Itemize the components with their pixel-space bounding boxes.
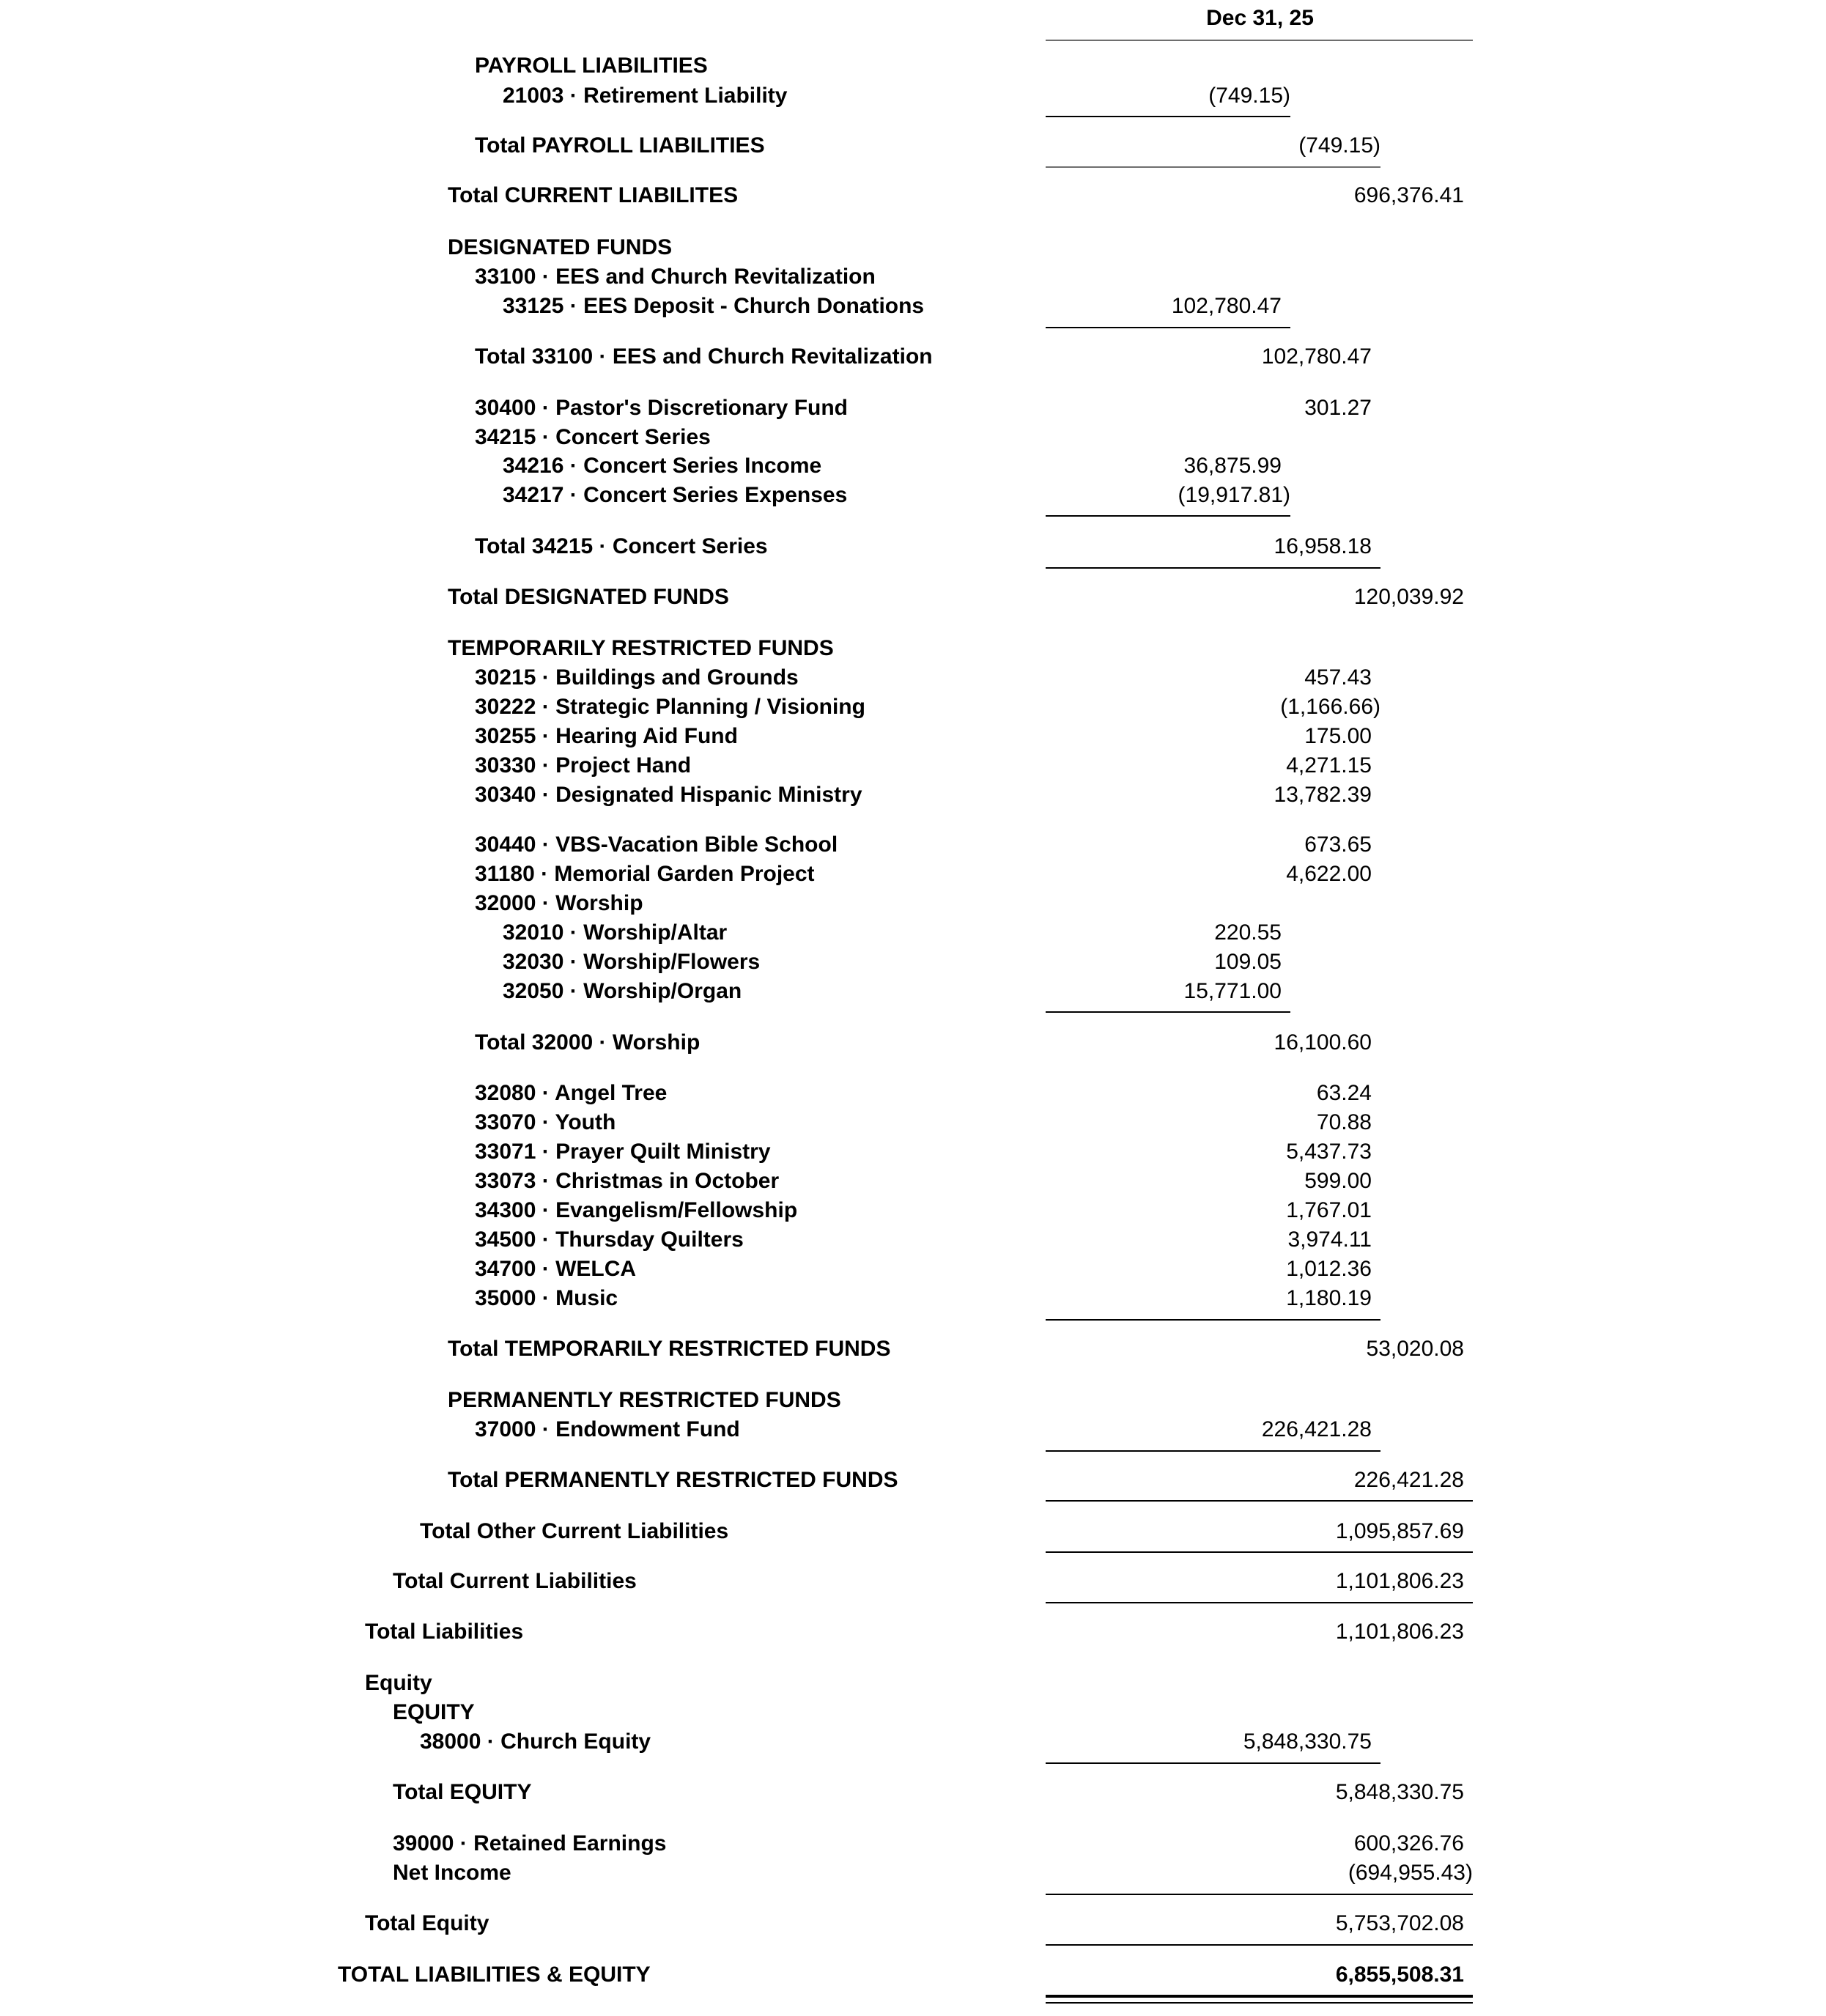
report-row [0, 85, 1826, 107]
report-row [0, 1469, 1826, 1491]
row-label: 34216 · Concert Series Income [503, 454, 822, 478]
row-label: Total Other Current Liabilities [420, 1519, 729, 1543]
row-label: Total TEMPORARILY RESTRICTED FUNDS [448, 1337, 891, 1361]
row-label: 32050 · Worship/Organ [503, 979, 742, 1003]
report-section-header [0, 237, 1826, 259]
row-amount: 5,848,330.75 [1335, 1780, 1464, 1804]
row-label: Total CURRENT LIABILITES [448, 183, 739, 207]
row-amount: 220.55 [1214, 920, 1282, 945]
report-section-header [0, 1672, 1826, 1694]
report-section-header [0, 55, 1826, 77]
column-header-date: Dec 31, 25 [1206, 6, 1314, 30]
report-row [0, 1913, 1826, 1935]
row-amount: 1,012.36 [1286, 1257, 1372, 1281]
row-amount: 1,101,806.23 [1335, 1569, 1464, 1593]
report-row [0, 1170, 1826, 1192]
report-row [0, 951, 1826, 973]
row-amount: 120,039.92 [1353, 585, 1464, 609]
row-amount: 6,855,508.31 [1335, 1963, 1464, 1987]
report-row [0, 1229, 1826, 1251]
report-section-header [0, 266, 1826, 288]
row-label: 31180 · Memorial Garden Project [475, 862, 815, 886]
row-amount: (19,917.81) [1178, 483, 1290, 507]
row-amount: 5,753,702.08 [1335, 1911, 1464, 1935]
report-row [0, 1082, 1826, 1104]
row-amount: 5,848,330.75 [1243, 1729, 1372, 1754]
row-amount: (749.15) [1208, 84, 1290, 108]
subtotal-rule [1046, 1944, 1473, 1946]
row-label: DESIGNATED FUNDS [448, 235, 673, 259]
report-row [0, 834, 1826, 856]
subtotal-rule [1046, 1500, 1473, 1502]
row-label: Total PAYROLL LIABILITIES [475, 133, 765, 158]
row-amount: 102,780.47 [1261, 344, 1372, 369]
report-row [0, 1964, 1826, 1986]
row-label: Total EQUITY [393, 1780, 532, 1804]
row-label: 34500 · Thursday Quilters [475, 1227, 744, 1252]
report-row [0, 1781, 1826, 1803]
row-amount: (749.15) [1298, 133, 1380, 158]
row-amount: 16,100.60 [1274, 1030, 1372, 1055]
row-amount: 673.65 [1304, 832, 1372, 857]
row-label: 37000 · Endowment Fund [475, 1417, 740, 1441]
subtotal-rule [1046, 2002, 1473, 2004]
row-label: 34700 · WELCA [475, 1257, 637, 1281]
row-amount: 15,771.00 [1183, 979, 1282, 1003]
report-row [0, 667, 1826, 689]
report-row [0, 1338, 1826, 1360]
report-section-header [0, 638, 1826, 660]
report-row [0, 1419, 1826, 1441]
row-amount: 599.00 [1304, 1169, 1372, 1193]
row-label: 30440 · VBS-Vacation Bible School [475, 832, 838, 857]
report-row [0, 1141, 1826, 1163]
row-label: 30330 · Project Hand [475, 753, 692, 778]
report-row [0, 1621, 1826, 1643]
row-label: 38000 · Church Equity [420, 1729, 651, 1754]
report-row [0, 1032, 1826, 1054]
report-row [0, 1288, 1826, 1310]
row-label: 30340 · Designated Hispanic Ministry [475, 783, 862, 807]
row-amount: 102,780.47 [1171, 294, 1282, 318]
report-row [0, 484, 1826, 506]
report-section-header [0, 1389, 1826, 1411]
subtotal-rule [1046, 1450, 1380, 1452]
row-label: 30255 · Hearing Aid Fund [475, 724, 738, 748]
row-label: 33071 · Prayer Quilt Ministry [475, 1140, 771, 1164]
row-amount: 70.88 [1316, 1110, 1372, 1134]
row-label: Total Liabilities [365, 1620, 524, 1644]
subtotal-rule [1046, 327, 1290, 328]
row-label: EQUITY [393, 1700, 475, 1724]
report-row [0, 1112, 1826, 1134]
subtotal-rule [1046, 166, 1380, 168]
row-label: 33100 · EES and Church Revitalization [475, 265, 876, 289]
row-label: 34300 · Evangelism/Fellowship [475, 1198, 798, 1222]
row-label: Total 34215 · Concert Series [475, 534, 768, 558]
report-row [0, 397, 1826, 419]
row-label: 32000 · Worship [475, 891, 643, 915]
row-label: 33125 · EES Deposit - Church Donations [503, 294, 925, 318]
subtotal-rule [1046, 1011, 1290, 1013]
report-row [0, 696, 1826, 718]
report-row [0, 1862, 1826, 1884]
row-label: PAYROLL LIABILITIES [475, 53, 708, 78]
report-row [0, 922, 1826, 944]
row-label: 30222 · Strategic Planning / Visioning [475, 695, 865, 719]
row-label: TEMPORARILY RESTRICTED FUNDS [448, 636, 834, 660]
report-row [0, 1833, 1826, 1855]
report-row [0, 1731, 1826, 1753]
row-amount: 1,767.01 [1286, 1198, 1372, 1222]
row-amount: 600,326.76 [1353, 1831, 1464, 1856]
report-row [0, 1200, 1826, 1222]
report-row [0, 784, 1826, 806]
row-label: Total 33100 · EES and Church Revitalization [475, 344, 933, 369]
row-label: TOTAL LIABILITIES & EQUITY [338, 1963, 651, 1987]
row-label: 39000 · Retained Earnings [393, 1831, 667, 1856]
row-amount: 175.00 [1304, 724, 1372, 748]
report-row [0, 1258, 1826, 1280]
row-label: Equity [365, 1671, 432, 1695]
row-label: 30400 · Pastor's Discretionary Fund [475, 396, 848, 420]
row-amount: 226,421.28 [1261, 1417, 1372, 1441]
row-label: 32030 · Worship/Flowers [503, 950, 761, 974]
report-row [0, 586, 1826, 608]
report-section-header [0, 893, 1826, 915]
row-amount: 3,974.11 [1287, 1227, 1372, 1252]
row-label: PERMANENTLY RESTRICTED FUNDS [448, 1388, 841, 1412]
row-amount: 53,020.08 [1366, 1337, 1464, 1361]
row-label: Total DESIGNATED FUNDS [448, 585, 729, 609]
row-amount: (694,955.43) [1348, 1861, 1473, 1885]
report-row [0, 725, 1826, 747]
row-label: Total 32000 · Worship [475, 1030, 701, 1055]
report-row [0, 1570, 1826, 1592]
row-amount: 4,271.15 [1286, 753, 1372, 778]
row-amount: 13,782.39 [1274, 783, 1372, 807]
report-row [0, 185, 1826, 207]
report-row [0, 981, 1826, 1003]
row-amount: 696,376.41 [1353, 183, 1464, 207]
subtotal-rule [1046, 1894, 1473, 1895]
subtotal-rule [1046, 1551, 1473, 1553]
report-row [0, 755, 1826, 777]
subtotal-rule [1046, 1319, 1380, 1321]
row-label: 21003 · Retirement Liability [503, 84, 788, 108]
row-label: 33070 · Youth [475, 1110, 616, 1134]
subtotal-rule [1046, 515, 1290, 517]
row-amount: 63.24 [1316, 1081, 1372, 1105]
report-section-header [0, 427, 1826, 448]
row-amount: 109.05 [1214, 950, 1282, 974]
double-underline-rule [1046, 1995, 1473, 1998]
row-amount: 301.27 [1304, 396, 1372, 420]
report-row [0, 455, 1826, 477]
report-row [0, 863, 1826, 885]
subtotal-rule [1046, 567, 1380, 569]
row-label: 30215 · Buildings and Grounds [475, 665, 799, 690]
row-label: Total PERMANENTLY RESTRICTED FUNDS [448, 1468, 898, 1492]
report-row [0, 346, 1826, 368]
row-amount: 36,875.99 [1183, 454, 1282, 478]
row-amount: 16,958.18 [1274, 534, 1372, 558]
row-amount: 5,437.73 [1286, 1140, 1372, 1164]
row-amount: 1,095,857.69 [1335, 1519, 1464, 1543]
row-label: Total Current Liabilities [393, 1569, 637, 1593]
report-row [0, 295, 1826, 317]
subtotal-rule [1046, 40, 1473, 41]
row-label: 34217 · Concert Series Expenses [503, 483, 848, 507]
row-amount: 1,101,806.23 [1335, 1620, 1464, 1644]
subtotal-rule [1046, 1762, 1380, 1764]
row-label: 35000 · Music [475, 1286, 618, 1310]
row-label: 34215 · Concert Series [475, 425, 711, 449]
row-amount: 1,180.19 [1286, 1286, 1372, 1310]
row-amount: (1,166.66) [1280, 695, 1380, 719]
report-row [0, 135, 1826, 157]
row-label: Net Income [393, 1861, 511, 1885]
row-amount: 4,622.00 [1286, 862, 1372, 886]
report-row [0, 1521, 1826, 1543]
subtotal-rule [1046, 1602, 1473, 1603]
row-amount: 457.43 [1304, 665, 1372, 690]
subtotal-rule [1046, 116, 1290, 117]
report-section-header [0, 1702, 1826, 1724]
row-amount: 226,421.28 [1353, 1468, 1464, 1492]
row-label: Total Equity [365, 1911, 489, 1935]
row-label: 32010 · Worship/Altar [503, 920, 728, 945]
report-row [0, 536, 1826, 558]
row-label: 32080 · Angel Tree [475, 1081, 668, 1105]
row-label: 33073 · Christmas in October [475, 1169, 780, 1193]
